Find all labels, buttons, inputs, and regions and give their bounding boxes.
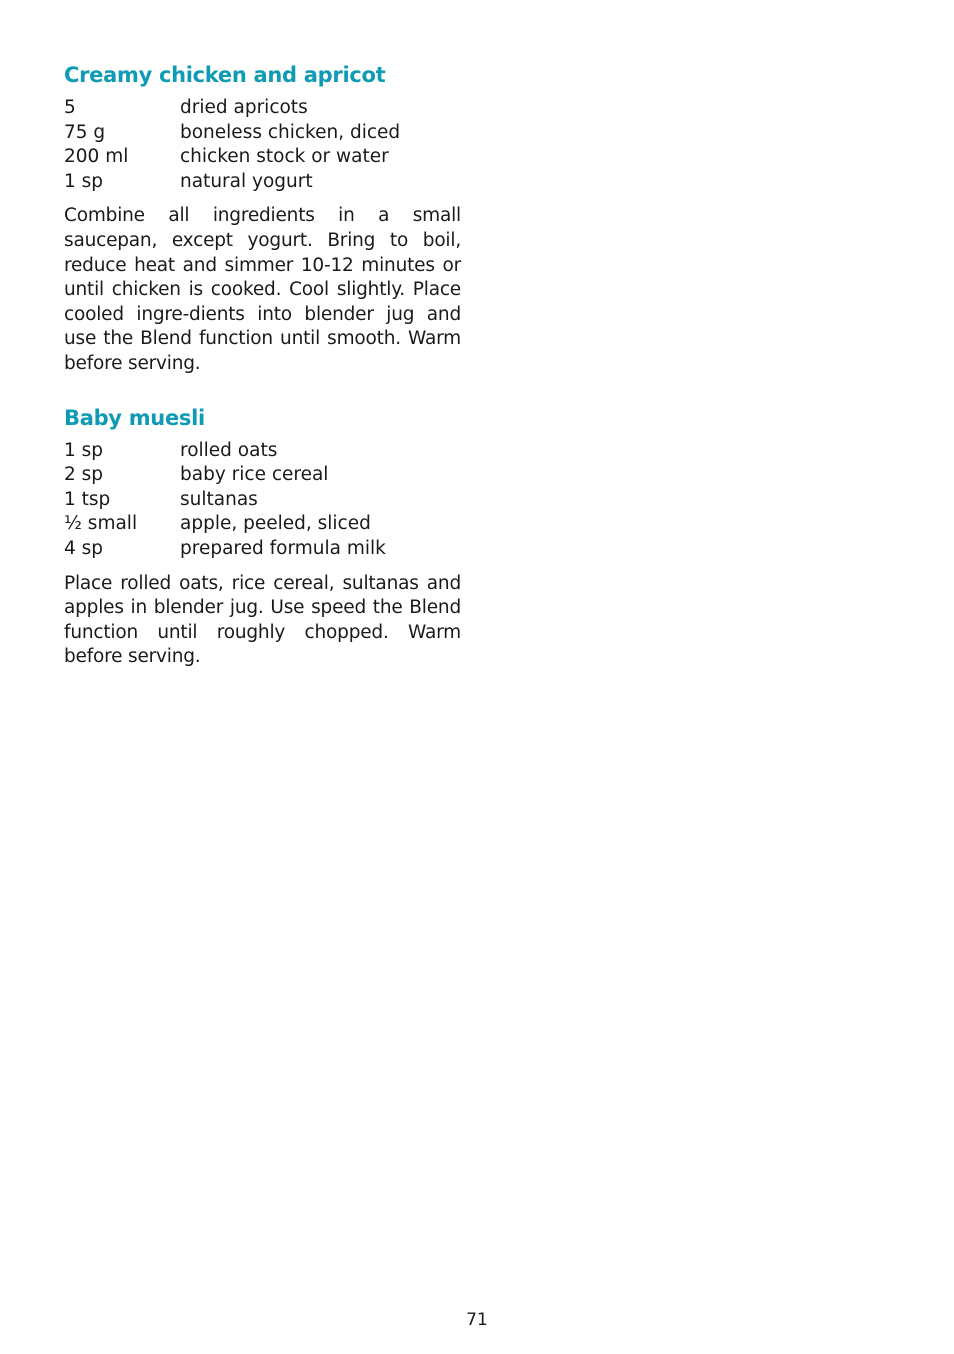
ingredient-quantity: 4 sp — [64, 537, 104, 559]
ingredient-row — [64, 463, 461, 488]
recipe-baby-muesli — [64, 403, 461, 670]
ingredient-name: rolled oats — [180, 439, 278, 461]
recipe-column — [64, 60, 461, 670]
ingredient-quantity: 1 sp — [64, 170, 104, 192]
ingredient-row — [64, 537, 461, 562]
ingredient-row — [64, 96, 461, 121]
ingredient-quantity: 1 sp — [64, 439, 104, 461]
ingredient-quantity: 1 tsp — [64, 488, 111, 510]
ingredient-list — [64, 96, 461, 194]
ingredient-row — [64, 439, 461, 464]
ingredient-quantity: 2 sp — [64, 464, 104, 486]
ingredient-name: boneless chicken, diced — [180, 121, 401, 143]
ingredient-name: baby rice cereal — [180, 464, 329, 486]
recipe-method: Combine all ingredients in a small saucepan, except yogurt. Bring to boil, reduce heat and simmer 10-12 minutes or until chicken is cooked. Cool slightly. Place cooled ingre-dients into blender jug and use the Blend function until smooth. Warm before serving. — [64, 205, 461, 374]
ingredient-name: apple, peeled, sliced — [180, 513, 371, 535]
ingredient-row — [64, 121, 461, 146]
page-number: 71 — [466, 1310, 488, 1330]
ingredient-name: sultanas — [180, 488, 258, 510]
recipe-creamy-chicken-apricot — [64, 60, 461, 377]
ingredient-name: natural yogurt — [180, 170, 313, 192]
ingredient-row — [64, 145, 461, 170]
ingredient-row — [64, 170, 461, 195]
ingredient-quantity: ½ small — [64, 513, 138, 535]
ingredient-quantity: 5 — [64, 97, 76, 118]
ingredient-quantity: 75 g — [64, 121, 106, 143]
ingredient-quantity: 200 ml — [64, 146, 129, 168]
ingredient-list — [64, 439, 461, 562]
recipe-title: Baby muesli — [64, 405, 205, 430]
ingredient-name: prepared formula milk — [180, 537, 386, 559]
recipe-method: Place rolled oats, rice cereal, sultanas and apples in blender jug. Use speed the Blend function until roughly chopped. Warm before serving. — [64, 572, 461, 668]
ingredient-row — [64, 512, 461, 537]
ingredient-row — [64, 488, 461, 513]
ingredient-name: dried apricots — [180, 97, 308, 118]
ingredient-name: chicken stock or water — [180, 146, 389, 168]
recipe-title: Creamy chicken and apricot — [64, 63, 386, 87]
